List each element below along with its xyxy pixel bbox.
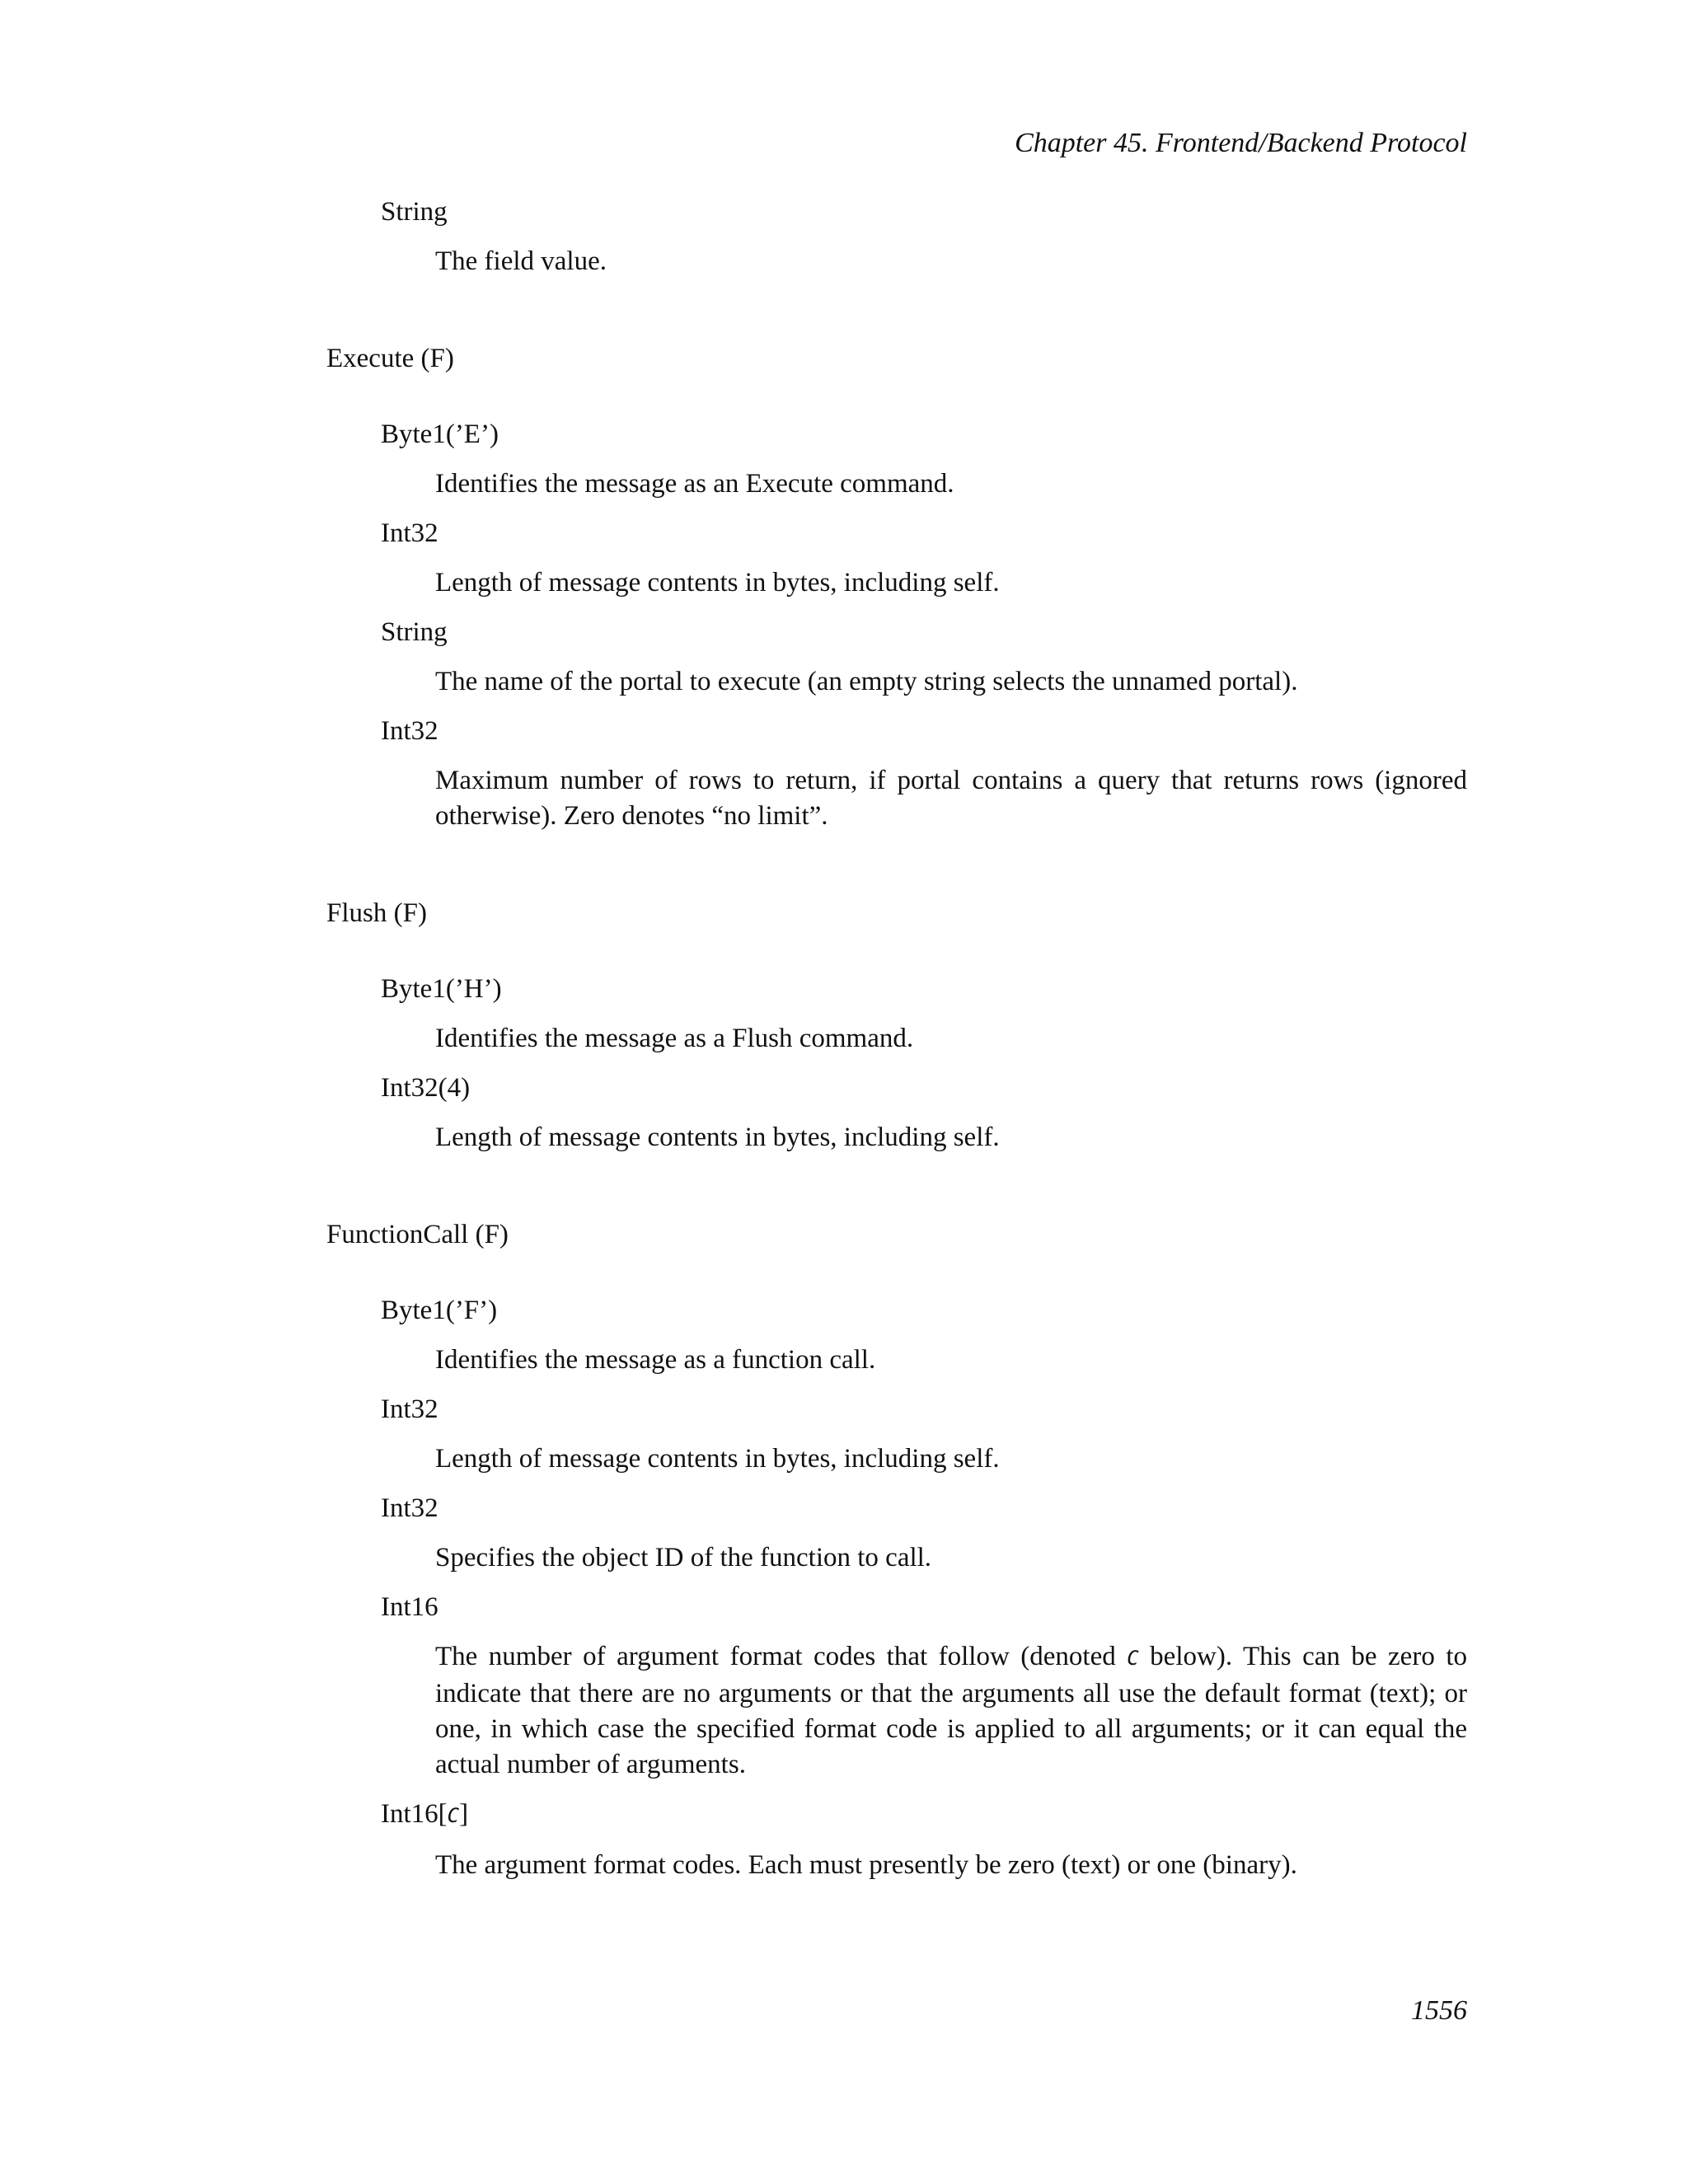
field-description: The name of the portal to execute (an empty string selects the unnamed portal). <box>435 667 1298 696</box>
field-entry <box>326 516 1467 601</box>
variable-code: C <box>447 1804 460 1827</box>
field-entry <box>326 1392 1467 1477</box>
message-title: Flush (F) <box>326 898 427 928</box>
page-content <box>326 194 1467 1897</box>
field-type: String <box>381 197 448 227</box>
field-description: Length of message contents in bytes, including self. <box>435 1122 1000 1152</box>
field-type: Int32 <box>381 716 438 746</box>
field-entry <box>326 194 1467 279</box>
type-text: ] <box>459 1799 469 1829</box>
field-entry <box>326 615 1467 700</box>
field-description: The field value. <box>435 246 607 276</box>
field-type: Byte1(’F’) <box>381 1296 498 1325</box>
field-entry <box>326 417 1467 502</box>
field-description: The argument format codes. Each must presently be zero (text) or one (binary). <box>435 1850 1297 1880</box>
field-entry <box>326 1491 1467 1576</box>
field-entry <box>326 1071 1467 1155</box>
field-type: Byte1(’E’) <box>381 419 499 449</box>
field-type: Int32 <box>381 1394 438 1424</box>
field-entry <box>326 714 1467 834</box>
type-text: Int16[ <box>381 1799 448 1829</box>
message-execute <box>326 341 1467 834</box>
field-type: Int32(4) <box>381 1073 471 1103</box>
field-type: Int32 <box>381 1493 438 1523</box>
field-description: Maximum number of rows to return, if portal contains a query that returns rows (ignored otherwise). Zero denotes “no limit”. <box>435 766 1467 831</box>
field-description: Identifies the message as an Execute command. <box>435 469 954 499</box>
running-header: Chapter 45. Frontend/Backend Protocol <box>1015 128 1467 158</box>
message-title: Execute (F) <box>326 344 454 373</box>
field-entry <box>326 972 1467 1057</box>
page-number: 1556 <box>1411 1995 1467 2026</box>
field-description: Specifies the object ID of the function to call. <box>435 1543 932 1572</box>
field-description: Length of message contents in bytes, including self. <box>435 1444 1000 1474</box>
description-text: below). This can be zero to indicate that there are no arguments or that the arguments all use the default format (text); or one, in which case the specified format code is applied to all arguments; or it can equal the actual number of arguments. <box>435 1642 1467 1779</box>
field-type: Byte1(’H’) <box>381 974 502 1004</box>
variable-code: C <box>1127 1647 1139 1670</box>
message-title: FunctionCall (F) <box>326 1220 509 1249</box>
field-entry <box>326 1590 1467 1783</box>
message-flush <box>326 896 1467 1155</box>
field-type: Int16 <box>381 1592 438 1622</box>
field-type: String <box>381 617 448 647</box>
field-entry <box>326 1797 1467 1883</box>
description-text: The number of argument format codes that follow (denoted <box>435 1642 1128 1671</box>
field-description: Identifies the message as a function call. <box>435 1345 876 1375</box>
field-description: Identifies the message as a Flush command. <box>435 1024 914 1053</box>
field-type <box>381 1797 1467 1834</box>
field-entry <box>326 1293 1467 1378</box>
field-description <box>435 1639 1467 1783</box>
field-description: Length of message contents in bytes, including self. <box>435 568 1000 598</box>
message-functioncall <box>326 1217 1467 1883</box>
field-type: Int32 <box>381 518 438 548</box>
